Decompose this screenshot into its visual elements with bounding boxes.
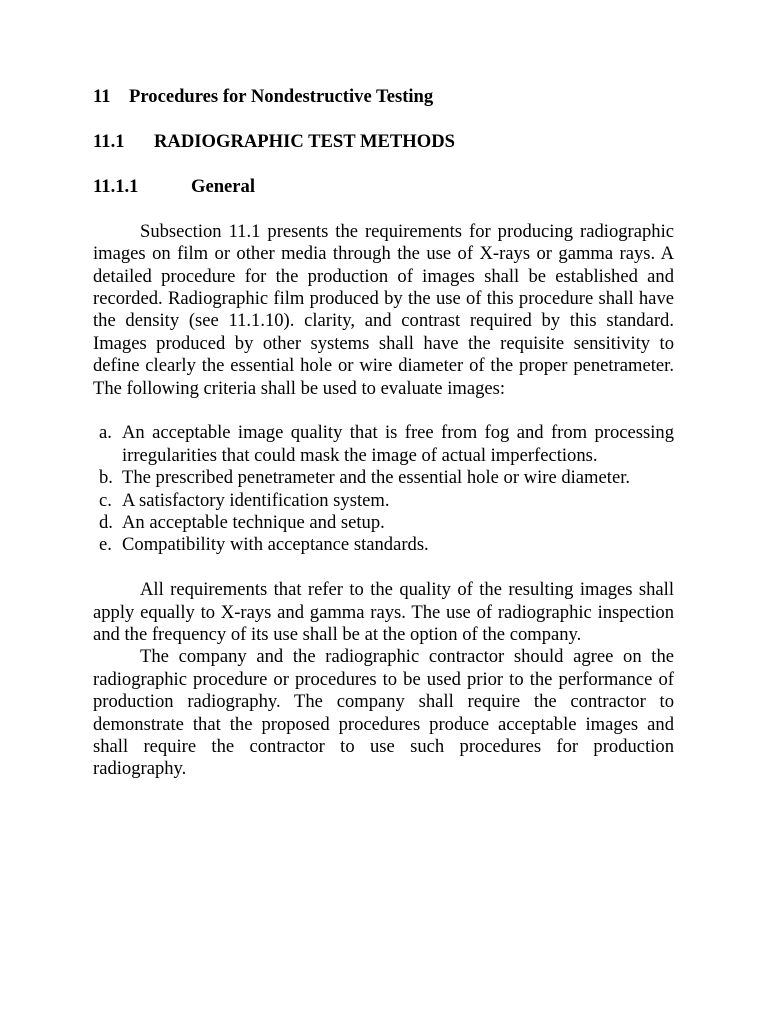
list-item-text: An acceptable image quality that is free from fog and from processing irregularities that could mask the image of actual imperfections. (122, 422, 674, 466)
body-paragraph: The company and the radiographic contractor should agree on the radiographic procedure or procedures to be used prior to the performance of production radiography. The company shall require the contractor to demonstrate that the proposed procedures produce acceptable images and shall require the contractor to use such procedures for production radiography. (93, 646, 674, 780)
list-marker: c. (99, 489, 112, 511)
list-item (93, 467, 674, 489)
body-paragraph: All requirements that refer to the quality of the resulting images shall apply equally to X-rays and gamma rays. The use of radiographic inspection and the frequency of its use shall be at the option of the company. (93, 579, 674, 645)
intro-paragraph: Subsection 11.1 presents the requirements for producing radiographic images on film or other media through the use of X-rays or gamma rays. A detailed procedure for the production of images shall be established and recorded. Radiographic film produced by the use of this procedure shall have the density (see 11.1.10). clarity, and contrast required by this standard. Images produced by other systems shall have the requisite sensitivity to define clearly the essential hole or wire diameter of the proper penetrameter. The following criteria shall be used to evaluate images: (93, 220, 674, 399)
list-item-text: The prescribed penetrameter and the essential hole or wire diameter. (122, 467, 631, 489)
list-marker: b. (99, 467, 113, 489)
subsection-number: 11.1 (93, 130, 125, 152)
subsection-heading (93, 131, 674, 153)
list-marker: d. (99, 511, 113, 533)
spacer (93, 557, 674, 579)
subsubsection-title: General (191, 175, 256, 197)
subsection-title: RADIOGRAPHIC TEST METHODS (154, 130, 456, 152)
list-item-text: Compatibility with acceptance standards. (122, 534, 429, 556)
list-item (93, 534, 674, 556)
list-item (93, 512, 674, 534)
spacer (93, 400, 674, 422)
list-item (93, 490, 674, 512)
evaluation-criteria-list (93, 422, 674, 556)
section-title: Procedures for Nondestructive Testing (129, 86, 434, 107)
subsubsection-number: 11.1.1 (93, 175, 139, 197)
subsubsection-heading (93, 176, 674, 198)
list-item (93, 422, 674, 467)
list-item-text: A satisfactory identification system. (122, 489, 390, 511)
list-item-text: An acceptable technique and setup. (122, 511, 385, 533)
section-heading (93, 86, 674, 108)
list-marker: e. (99, 534, 112, 556)
list-marker: a. (99, 422, 112, 444)
section-number: 11 (93, 86, 111, 107)
document-page (93, 86, 674, 781)
